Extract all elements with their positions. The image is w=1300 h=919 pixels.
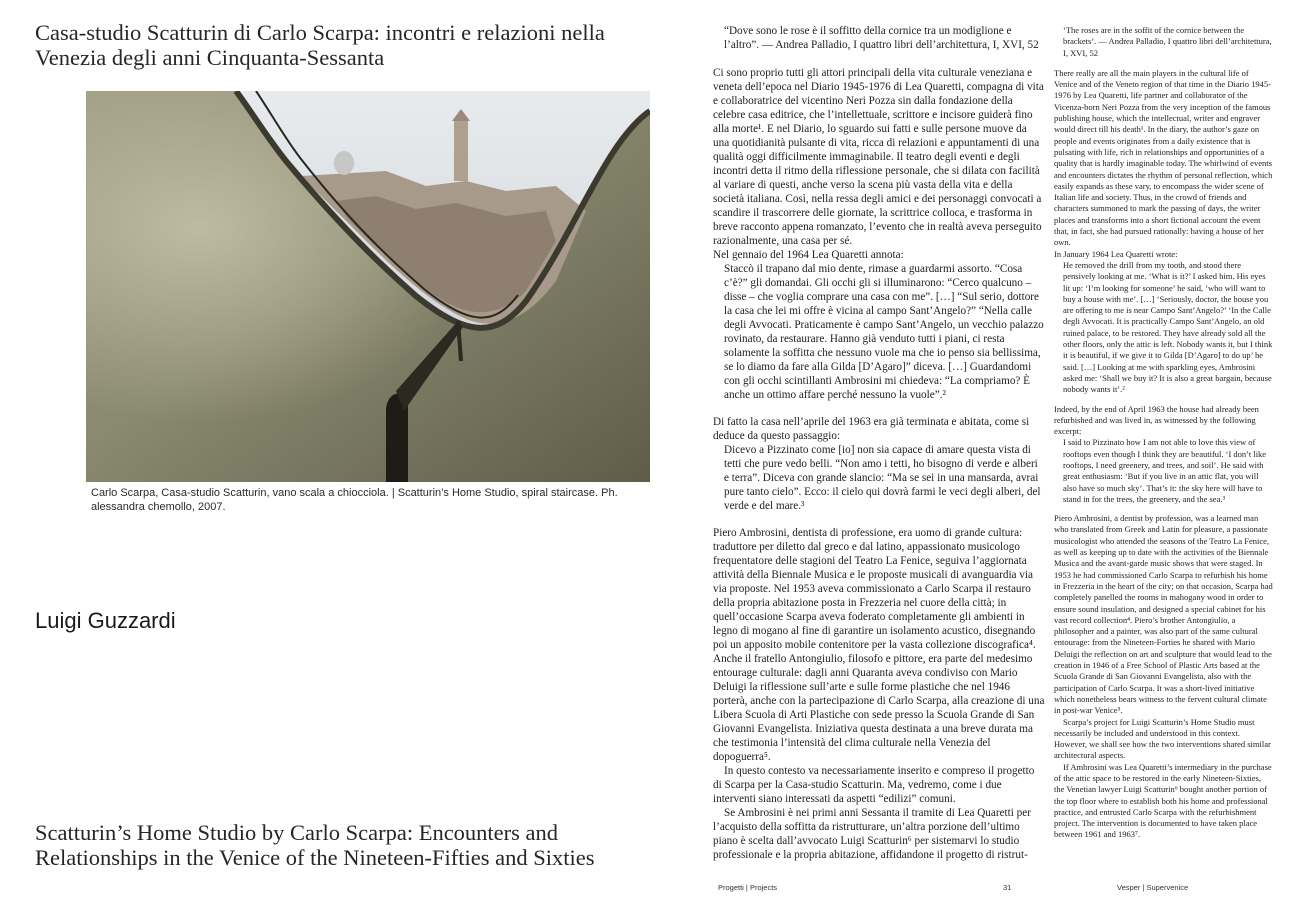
photo-window-venice — [86, 91, 650, 482]
paragraph-en: In January 1964 Lea Quaretti wrote: — [1054, 248, 1178, 259]
article-title-english: Scatturin’s Home Studio by Carlo Scarpa: Encounters and Relationships in the Venice of the Nineteen-Fifties and Sixties — [35, 820, 595, 870]
paragraph-it: Nel gennaio del 1964 Lea Quaretti annota: — [713, 249, 904, 261]
footer-page-number: 31 — [1003, 883, 1012, 892]
block-quote-en: I said to Pizzinato how I am not able to love this view of rooftops even though I think they are beautiful. ‘I don’t like rooftops, I need greenery, and trees, and soil’. He said with great enthusiasm: ‘But if you live in an attic flat, you will also have so much sky’. That’s it: the sky here will have to stand in for the trees, the greenery, and the sea.³ — [1063, 437, 1267, 504]
block-quote-it: Staccò il trapano dal mio dente, rimase a guardarmi assorto. “Cosa c’è?” gli domandai. Gli occhi gli si illuminarono: “Cerco qualcuno – disse – che voglia comprare una casa con me”. […] “Sul serio, dottore la casa che lei mi offre è vicina al campo Sant’Angelo?” “Nella calle degli Avvocati. Praticamente è campo Sant’Angelo, un vecchio palazzo rovinato, da restaurare. Hanno già venduto tutti i piani, ci resta solamente la soffitta che nessuno vuole ma che io penso sia bellissima, se lo diamo da fare alla Gilda [D’Agaro]” diceva. […] Guardandomi con gli occhi scintillanti Ambrosini mi chiedeva: “La compriamo? È anche un ottimo affare perché nessuno la vuole”.² — [724, 263, 1044, 401]
paragraph-it: In questo contesto va necessariamente inserito e compreso il progetto di Scarpa per la Casa-studio Scatturin. Ma, vedremo, come i due interventi siano interessati da aspetti “edilizi” comuni. — [713, 765, 1035, 805]
italian-text-column — [713, 24, 1045, 862]
paragraph-en: If Ambrosini was Lea Quaretti’s intermediary in the purchase of the attic space to be restored in the early Nineteen-Sixties, the Venetian lawyer Luigi Scatturin⁶ bought another portion of the top floor where to establish both his home and professional practice, and entrusted Carlo Scarpa with the refurbishment project. The intervention is documented to have taken place between 1961 and 1963⁷. — [1054, 761, 1272, 840]
paragraph-en: There really are all the main players in the cultural life of Venice and of the Veneto region of that time in the Diario 1945-1976 by Lea Quaretti, life partner and collaborator of the Vicenza-born Neri Pozza from the very inception of the famous publishing house, which the intellectual, writer and engraver would direct till his death¹. In the diary, the author’s gaze on people and events originates from a daily existence that is pulsating with life, rich in relationships and opportunities of a quality that is hardly imaginable today. The whirlwind of events and encounters dictates the rhythm of personal reflection, which easily expands as these vary, to encompass the wider scene of Italian life and society. Thus, in the crowd of friends and characters summoned to mark the passing of days, the writer places and transforms into a short fictional account the event that, in fact, she had pursued rationally: having a house of her own. — [1054, 67, 1273, 248]
paragraph-en: Scarpa’s project for Luigi Scatturin’s Home Studio must necessarily be included and understood in this context. However, we shall see how the two interventions shared similar architectural aspects. — [1054, 716, 1271, 761]
photo-caption: Carlo Scarpa, Casa-studio Scatturin, vano scala a chiocciola. | Scatturin’s Home Studio, spiral staircase. Ph. alessandra chemollo, 2007. — [91, 487, 618, 513]
block-quote-it: Dicevo a Pizzinato come [io] non sia capace di amare questa vista di tetti che pure vedo belli. “Non amo i tetti, ho bisogno di verde e alberi e terra”. Diceva con grande slancio: “Ma se sei in una mansarda, avrai pure tanto cielo”. Ecco: il cielo qui dovrà farmi le veci degli alberi, del verde e del mare.³ — [724, 444, 1041, 512]
english-text-column — [1054, 25, 1273, 841]
article-title-italian: Casa-studio Scatturin di Carlo Scarpa: incontri e relazioni nella Venezia degli anni Cinquanta-Sessanta — [35, 20, 605, 70]
paragraph-it: Piero Ambrosini, dentista di professione, era uomo di grande cultura: traduttore per diletto dal greco e dal latino, appassionato musicologo frequentatore delle stagioni del Teatro La Fenice, seguiva l’aggiornata attività della Biennale Musica e le proposte musicali di avanguardia via via proposte. Nel 1953 aveva commissionato a Carlo Scarpa il restauro della propria abitazione posta in Frezzeria nel cuore della città; in quell’occasione Scarpa aveva foderato completamente gli ambienti in legno di mogano al fine di garantire un isolamento acustico, disegnando poi un apposito mobile contenitore per la vasta collezione discografica⁴. Anche il fratello Antongiulio, filosofo e pittore, era parte del medesimo entourage culturale: dagli anni Quaranta aveva condiviso con Mario Deluigi la riflessione sull’arte e sulle forme plastiche che nel 1946 porterà, anche con la partecipazione di Carlo Scarpa, alla creazione di una Libera Scuola di Arti Plastiche con sede presso la Scuola Grande di San Giovanni Evangelista. Iniziativa questa destinata a una breve durata ma che testimonia l’intensità del clima culturale nella Venezia del dopoguerra⁵. — [713, 527, 1045, 763]
paragraph-it: Ci sono proprio tutti gli attori principali della vita culturale veneziana e veneta dell’epoca nel Diario 1945-1976 di Lea Quaretti, compagna di vita e collaboratrice del vicentino Neri Pozza sin dalla fondazione della celebre casa editrice, che l’intellettuale, scrittore e incisore guiderà fino alla morte¹. E nel Diario, lo sguardo sui fatti e sulle persone muove da una quotidianità pulsante di vita, ricca di relazioni e appuntamenti di una qualità oggi difficilmente immaginabile. Il teatro degli eventi e degli incontri detta il ritmo della riflessione personale, che si dilata con facilità al variare di questi, anche verso la scena più vasta della vita e della società italiana. Così, nella ressa degli amici e dei personaggi convocati a scandire il trascorrere delle giornate, la scrittrice colloca, e trasforma in breve racconto appena romanzato, l’evento che in realtà aveva perseguito razionalmente, una casa per sé. — [713, 67, 1044, 247]
block-quote-en: He removed the drill from my tooth, and stood there pensively looking at me. ‘What is it?’ I asked him. His eyes lit up: ‘I’m looking for someone’ he said, ‘who will want to buy a house with me’. […] ‘Seriously, doctor, the house you are offering to me is near Campo Sant’Angelo?’ ‘In the Calle degli Avvocati. It is practically Campo Sant’Angelo, an old ruined palace, to be restored. They have already sold all the other floors, only the attic is left. Nobody wants it, but I think it is beautiful, if we give it to Gilda [D’Agaro] to do up’ he said. […] Looking at me with sparkling eyes, Ambrosini asked me: ‘Shall we buy it? It is also a great bargain, because nobody wants it’.² — [1063, 259, 1273, 395]
footer-section: Progetti | Projects — [718, 883, 778, 892]
footer-journal: Vesper | Supervenice — [1117, 883, 1189, 892]
epigraph-en: ‘The roses are in the soffit of the cornice between the brackets’. — Andrea Palladio, I quattro libri dell’architettura, I, XVI, 52 — [1063, 25, 1272, 58]
photo-illustration — [86, 91, 650, 482]
author-name: Luigi Guzzardi — [35, 608, 176, 633]
paragraph-en: Piero Ambrosini, a dentist by profession, was a learned man who translated from Greek and Latin for pleasure, a passionate musicologist who attended the seasons of the Teatro La Fenice, as well as keeping up to date with the activities of the Biennale Musica and the avant-garde music shows that were staged. In 1953 he had commissioned Carlo Scarpa to refurbish his home in Frezzeria in the heart of the city; on that occasion, Scarpa had completely panelled the rooms in mahogany wood in order to ensure sound insulation, and designed a special cabinet for his vast record collection⁴. Piero’s brother Antongiulio, a philosopher and a painter, was also part of the same cultural entourage: from the Nineteen-Forties he shared with Mario Deluigi the reflection on art and sculpture that would lead to the creation in 1946 of a Free School of Plastic Arts based at the Scuola Grande di San Giovanni Evangelista, also with the participation of Carlo Scarpa. It was a short-lived initiative which nonetheless bears witness to the fervent cultural climate in post-war Venice⁵. — [1054, 513, 1273, 716]
epigraph-it: “Dove sono le rose è il soffitto della cornice tra un modiglione e l’altro”. — Andrea Palladio, I quattro libri dell’architettura, I, XVI, 52 — [724, 25, 1039, 51]
paragraph-it: Di fatto la casa nell’aprile del 1963 era già terminata e abitata, come si deduce da questo passaggio: — [713, 416, 1030, 442]
paragraph-en: Indeed, by the end of April 1963 the house had already been refurbished and was lived in, as witnessed by the following excerpt: — [1054, 403, 1259, 437]
paragraph-it: Se Ambrosini è nei primi anni Sessanta il tramite di Lea Quaretti per l’acquisto della soffitta da ristrutturare, un’altra porzione dell’ultimo piano è scelta dall’avvocato Luigi Scatturin⁶ per sistemarvi lo studio professionale e la propria abitazione, affidandone il progetto di ristrut- — [713, 807, 1031, 861]
